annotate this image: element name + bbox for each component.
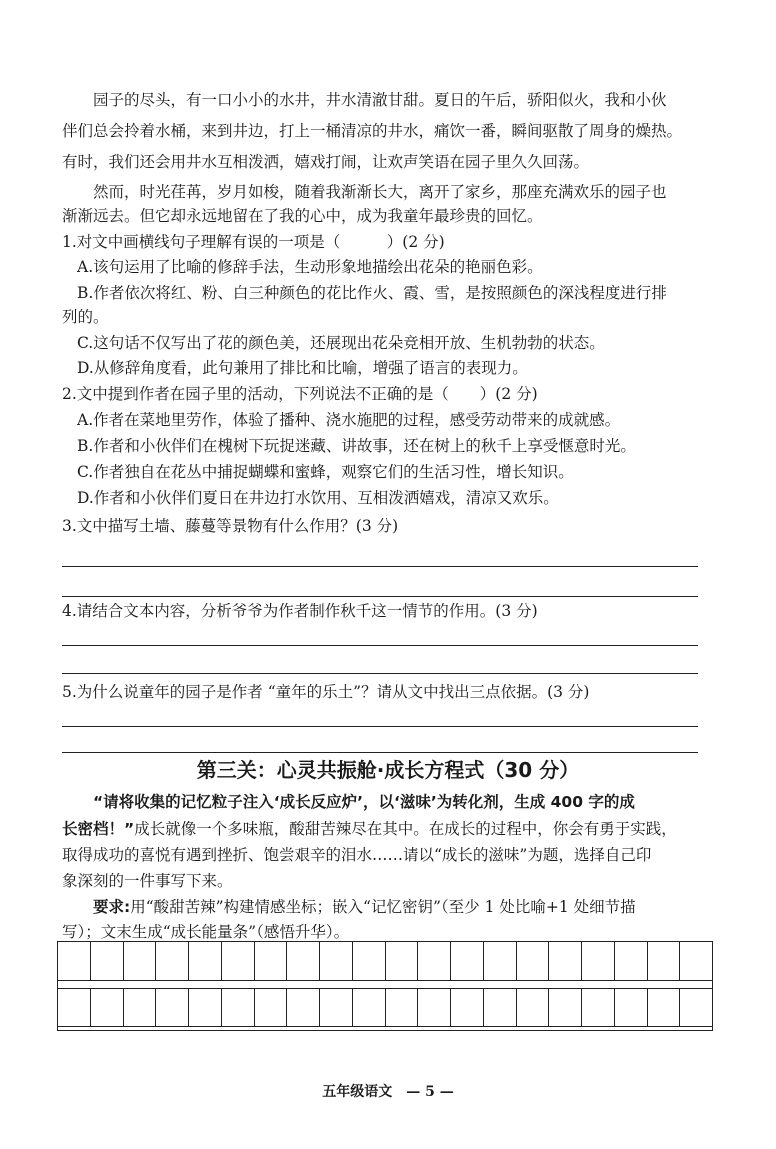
question-2-option-d: D.作者和小伙伴们夏日在井边打水饮用、互相泼洒嬉戏，清凉又欢乐。 (77, 489, 559, 507)
question-2-option-a: A.作者在菜地里劳作，体验了播种、浇水施肥的过程，感受劳动带来的成就感。 (77, 411, 621, 429)
question-1-option-a: A.该句运用了比喻的修辞手法，生动形象地描绘出花朵的艳丽色彩。 (77, 258, 543, 276)
section-3-title: 第三关：心灵共振舱·成长方程式（30 分） (196, 758, 580, 782)
grid-cell[interactable] (255, 942, 288, 980)
grid-cell[interactable] (680, 989, 712, 1026)
grid-cell[interactable] (615, 942, 648, 980)
grid-cell[interactable] (156, 942, 189, 980)
grid-cell[interactable] (287, 989, 320, 1026)
answer-line[interactable] (62, 752, 698, 753)
grid-cell[interactable] (549, 942, 582, 980)
grid-cell[interactable] (648, 989, 681, 1026)
grid-cell[interactable] (320, 942, 353, 980)
answer-line[interactable] (62, 645, 698, 646)
question-1-option-b-cont: 列的。 (62, 308, 109, 326)
section-3-intro-bold: “请将收集的记忆粒子注入‘成长反应炉’，以‘滋味’为转化剂，生成 400 字的成 (93, 793, 635, 811)
grid-cell[interactable] (91, 942, 124, 980)
question-1-stem: 1.对文中画横线句子理解有误的一项是（ ）(2 分) (62, 233, 445, 251)
answer-line[interactable] (62, 596, 698, 597)
answer-line[interactable] (62, 673, 698, 674)
grid-cell[interactable] (484, 989, 517, 1026)
answer-line[interactable] (62, 566, 698, 567)
passage-line: 伴们总会拎着水桶，来到井边，打上一桶清凉的井水，痛饮一番，瞬间驱散了周身的燥热。 (62, 122, 683, 140)
grid-cell[interactable] (156, 989, 189, 1026)
section-3-intro-bold-tail: 长密档！” (62, 820, 135, 838)
passage-line: 渐渐远去。但它却永远地留在了我的心中，成为我童年最珍贵的回忆。 (62, 207, 543, 225)
grid-row (58, 988, 712, 1027)
grid-cell[interactable] (189, 989, 222, 1026)
section-3-intro-text: 成长就像一个多味瓶，酸甜苦辣尽在其中。在成长的过程中，你会有勇于实践， (134, 820, 677, 838)
grid-cell[interactable] (255, 989, 288, 1026)
grid-cell[interactable] (353, 942, 386, 980)
grid-cell[interactable] (287, 942, 320, 980)
grid-cell[interactable] (615, 989, 648, 1026)
grid-cell[interactable] (418, 942, 451, 980)
grid-cell[interactable] (582, 942, 615, 980)
grid-cell[interactable] (222, 989, 255, 1026)
page-footer: 五年级语文 — 5 — (322, 1084, 454, 1100)
question-3-stem: 3.文中描写土墙、藤蔓等景物有什么作用？(3 分) (62, 517, 399, 535)
question-2-option-b: B.作者和小伙伴们在槐树下玩捉迷藏、讲故事，还在树上的秋千上享受惬意时光。 (77, 437, 636, 455)
requirements-text: 用“酸甜苦辣”构建情感坐标；嵌入“记忆密钥”（至少 1 处比喻+1 处细节描 (130, 898, 636, 916)
requirements-line: 写）；文末生成“成长能量条”（感悟升华）。 (62, 923, 350, 941)
question-1-option-d: D.从修辞角度看，此句兼用了排比和比喻，增强了语言的表现力。 (77, 359, 528, 377)
section-3-intro-line: 取得成功的喜悦有遇到挫折、饱尝艰辛的泪水……请以“成长的滋味”为题，选择自己印 (62, 846, 652, 864)
grid-cell[interactable] (451, 989, 484, 1026)
question-5-stem: 5.为什么说童年的园子是作者 “童年的乐土”？请从文中找出三点依据。(3 分) (62, 683, 590, 701)
grid-cell[interactable] (124, 942, 157, 980)
grid-cell[interactable] (386, 942, 419, 980)
grid-cell[interactable] (680, 942, 712, 980)
question-4-stem: 4.请结合文本内容，分析爷爷为作者制作秋千这一情节的作用。(3 分) (62, 602, 538, 620)
grid-cell[interactable] (451, 942, 484, 980)
section-3-intro-line (62, 819, 722, 839)
section-3-intro-line: 象深刻的一件事写下来。 (62, 872, 233, 890)
grid-cell[interactable] (549, 989, 582, 1026)
grid-cell[interactable] (124, 989, 157, 1026)
grid-cell[interactable] (189, 942, 222, 980)
grid-cell[interactable] (222, 942, 255, 980)
passage-line: 有时，我们还会用井水互相泼洒，嬉戏打闹，让欢声笑语在园子里久久回荡。 (62, 153, 590, 171)
requirements-label: 要求: (93, 898, 131, 916)
grid-cell[interactable] (418, 989, 451, 1026)
grid-cell[interactable] (386, 989, 419, 1026)
grid-cell[interactable] (582, 989, 615, 1026)
question-2-stem: 2.文中提到作者在园子里的活动，下列说法不正确的是（ ）(2 分) (62, 385, 538, 403)
grid-cell[interactable] (58, 942, 91, 980)
grid-cell[interactable] (353, 989, 386, 1026)
grid-cell[interactable] (91, 989, 124, 1026)
question-1-option-b: B.作者依次将红、粉、白三种颜色的花比作火、霞、雪，是按照颜色的深浅程度进行排 (77, 284, 667, 302)
grid-cell[interactable] (517, 989, 550, 1026)
writing-grid[interactable] (57, 941, 713, 1031)
question-2-option-c: C.作者独自在花丛中捕捉蝴蝶和蜜蜂，观察它们的生活习性，增长知识。 (77, 463, 574, 481)
requirements-line (93, 897, 753, 917)
passage-line: 然而，时光荏苒，岁月如梭，随着我渐渐长大，离开了家乡，那座充满欢乐的园子也 (93, 183, 667, 201)
grid-cell[interactable] (484, 942, 517, 980)
grid-cell[interactable] (58, 989, 91, 1026)
question-1-option-c: C.这句话不仅写出了花的颜色美，还展现出花朵竞相开放、生机勃勃的状态。 (77, 334, 605, 352)
passage-line: 园子的尽头，有一口小小的水井，井水清澈甘甜。夏日的午后，骄阳似火，我和小伙 (93, 91, 667, 109)
grid-cell[interactable] (648, 942, 681, 980)
grid-row (58, 942, 712, 981)
grid-cell[interactable] (517, 942, 550, 980)
grid-cell[interactable] (320, 989, 353, 1026)
answer-line[interactable] (62, 726, 698, 727)
